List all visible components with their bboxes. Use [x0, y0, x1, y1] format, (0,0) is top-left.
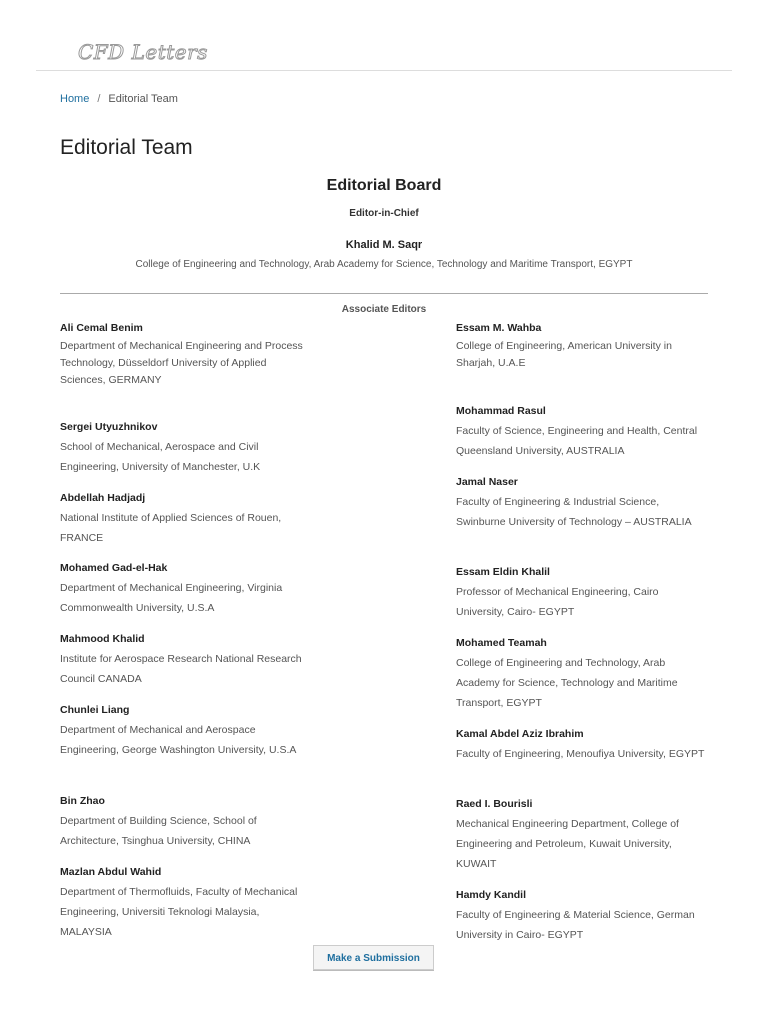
editor-affiliation: Faculty of Science, Engineering and Health, Central Queensland University, AUSTRALIA [456, 425, 698, 457]
editor-affiliation: National Institute of Applied Sciences of Rouen, FRANCE [60, 512, 282, 544]
section-divider [60, 293, 708, 294]
editor-entry [60, 794, 310, 851]
editor-entry [60, 632, 310, 689]
editor-entry [456, 888, 706, 945]
editor-entry [456, 727, 706, 764]
editor-entry [456, 475, 706, 532]
editor-affiliation: Department of Mechanical and Aerospace Engineering, George Washington University, U.S.A [60, 724, 297, 756]
editor-entry [60, 321, 310, 389]
editor-name: Ali Cemal Benim [60, 322, 143, 334]
editor-affiliation: Department of Mechanical Engineering and Process Technology, Düsseldorf University of Applied Sciences, GERMANY [60, 340, 303, 386]
editor-name: Jamal Naser [456, 476, 518, 488]
editor-affiliation: Professor of Mechanical Engineering, Cairo University, Cairo- EGYPT [456, 586, 659, 618]
editor-in-chief-label: Editor-in-Chief [349, 208, 419, 219]
editor-entry [60, 865, 310, 942]
editor-name: Sergei Utyuzhnikov [60, 421, 158, 433]
editor-name: Abdellah Hadjadj [60, 492, 146, 504]
editor-entry [60, 420, 310, 477]
editor-entry [456, 797, 706, 874]
editor-name: Raed I. Bourisli [456, 798, 533, 810]
editor-affiliation: Department of Mechanical Engineering, Virginia Commonwealth University, U.S.A [60, 582, 283, 614]
editor-name: Mahmood Khalid [60, 633, 145, 645]
editor-affiliation: Department of Thermofluids, Faculty of Mechanical Engineering, Universiti Teknologi Malaysia, MALAYSIA [60, 886, 298, 938]
editor-name: Mazlan Abdul Wahid [60, 866, 162, 878]
editor-name: Hamdy Kandil [456, 889, 527, 901]
editor-name: Mohamed Teamah [456, 637, 547, 649]
editor-affiliation: Institute for Aerospace Research National Research Council CANADA [60, 653, 302, 685]
editor-affiliation: Department of Building Science, School of Architecture, Tsinghua University, CHINA [60, 815, 257, 847]
editor-affiliation: School of Mechanical, Aerospace and Civil Engineering, University of Manchester, U.K [60, 441, 261, 473]
editor-affiliation: Mechanical Engineering Department, College of Engineering and Petroleum, Kuwait University, KUWAIT [456, 818, 679, 870]
make-submission-button[interactable]: Make a Submission [313, 945, 434, 970]
editor-name: Mohamed Gad-el-Hak [60, 562, 168, 574]
editor-entry [60, 703, 310, 760]
site-logo[interactable]: CFD Letters [78, 40, 208, 64]
editor-name: Essam Eldin Khalil [456, 566, 550, 578]
editor-entry [456, 636, 706, 713]
editor-name: Kamal Abdel Aziz Ibrahim [456, 728, 584, 740]
editor-in-chief-name: Khalid M. Saqr [345, 239, 423, 251]
editor-affiliation: College of Engineering and Technology, Arab Academy for Science, Technology and Maritime Transport, EGYPT [456, 657, 678, 709]
breadcrumb [60, 93, 178, 105]
editor-entry [60, 561, 310, 618]
associate-editors-label: Associate Editors [341, 304, 427, 315]
editor-name: Bin Zhao [60, 795, 105, 807]
editor-affiliation: Faculty of Engineering & Material Science, German University in Cairo- EGYPT [456, 909, 695, 941]
editor-affiliation: Faculty of Engineering & Industrial Science, Swinburne University of Technology – AUSTRALIA [456, 496, 692, 528]
editor-entry [60, 491, 310, 548]
editor-entry [456, 321, 706, 372]
editor-affiliation: Faculty of Engineering, Menoufiya University, EGYPT [456, 748, 705, 760]
editor-in-chief-affiliation: College of Engineering and Technology, Arab Academy for Science, Technology and Maritime Transport, EGYPT [135, 259, 633, 270]
header-divider [36, 70, 732, 71]
editor-name: Mohammad Rasul [456, 405, 546, 417]
editor-entry [456, 565, 706, 622]
page-title: Editorial Team [60, 136, 193, 159]
editor-name: Essam M. Wahba [456, 322, 542, 334]
editor-entry [456, 404, 706, 461]
breadcrumb-current: Editorial Team [108, 93, 178, 105]
breadcrumb-home-link[interactable]: Home [60, 93, 90, 105]
editorial-board-heading: Editorial Board [326, 177, 442, 194]
editor-affiliation: College of Engineering, American University in Sharjah, U.A.E [456, 340, 672, 369]
editor-name: Chunlei Liang [60, 704, 130, 716]
breadcrumb-separator: / [97, 93, 101, 105]
